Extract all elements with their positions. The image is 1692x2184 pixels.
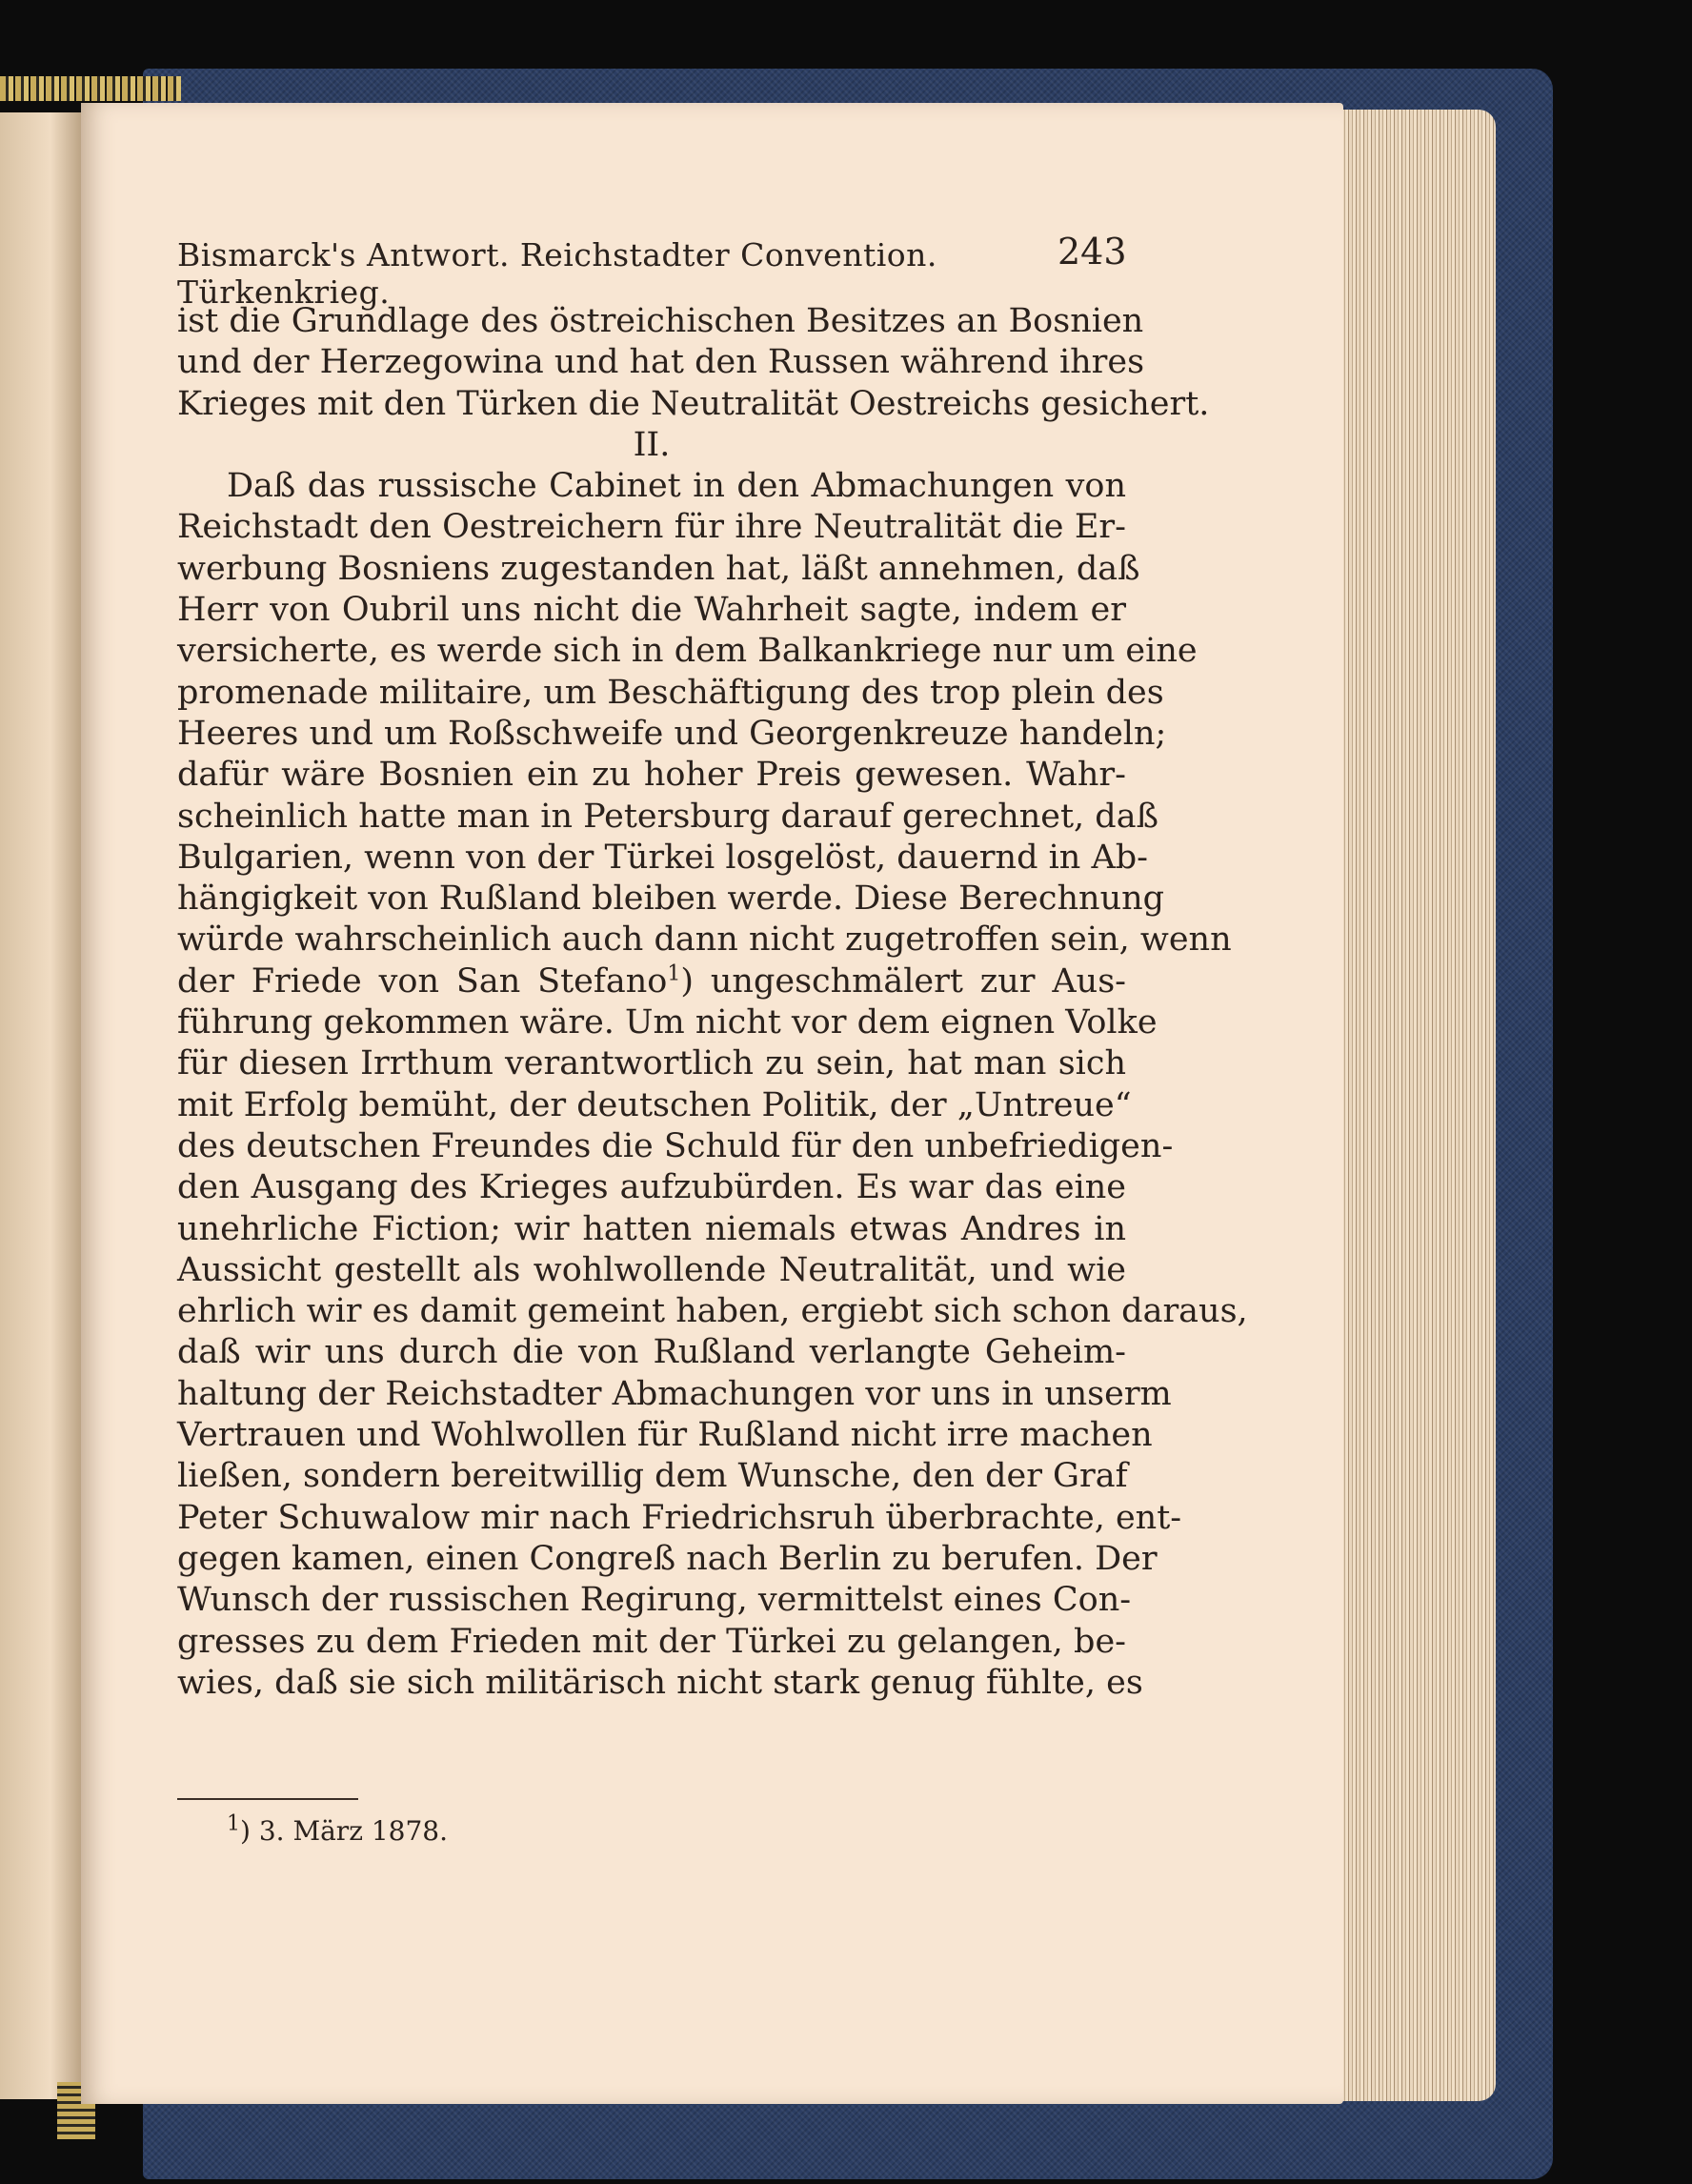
- text-line: Aussicht gestellt als wohlwollende Neutralität, und wie: [177, 1250, 1126, 1289]
- page-number: 243: [1058, 231, 1127, 273]
- text-line: des deutschen Freundes die Schuld für den unbefriedigen-: [177, 1126, 1174, 1165]
- page-body: [177, 301, 1248, 1704]
- text-line: Bulgarien, wenn von der Türkei losgelöst, dauernd in Ab-: [177, 838, 1148, 877]
- page-stack-edge: [1334, 110, 1496, 2101]
- footnote-reference: 1: [667, 961, 681, 986]
- footnote-marker: 1: [227, 1811, 240, 1836]
- text-line: Herr von Oubril uns nicht die Wahrheit sagte, indem er: [177, 591, 1126, 630]
- running-head: Bismarck's Antwort. Reichstadter Convention. Türkenkrieg.: [177, 236, 937, 311]
- text-line: und der Herzegowina und hat den Russen während ihres: [177, 343, 1145, 382]
- left-page-edge: [0, 112, 84, 2099]
- section-heading: II.: [633, 425, 671, 464]
- text-line: dafür wäre Bosnien ein zu hoher Preis gewesen. Wahr-: [177, 756, 1126, 795]
- text-line: Vertrauen und Wohlwollen für Rußland nicht irre machen: [177, 1416, 1153, 1455]
- text-line: daß wir uns durch die von Rußland verlangte Geheim-: [177, 1333, 1126, 1372]
- text-line: würde wahrscheinlich auch dann nicht zugetroffen sein, wenn: [177, 920, 1232, 960]
- text-line: ehrlich wir es damit gemeint haben, ergiebt sich schon daraus,: [177, 1292, 1248, 1331]
- footnote-divider: [177, 1798, 358, 1800]
- text-line: versicherte, es werde sich in dem Balkankriege nur um eine: [177, 632, 1198, 671]
- text-segment: der Friede von San Stefano: [177, 961, 668, 1001]
- left-page-gilt-edge: [0, 76, 181, 101]
- text-line: Krieges mit den Türken die Neutralität Oestreichs gesichert.: [177, 384, 1210, 423]
- text-line: gresses zu dem Frieden mit der Türkei zu gelangen, be-: [177, 1622, 1126, 1661]
- text-line-with-footnote: [177, 961, 1126, 1002]
- text-line: den Ausgang des Krieges aufzubürden. Es war das eine: [177, 1168, 1126, 1207]
- text-line: für diesen Irrthum verantwortlich zu sein, hat man sich: [177, 1044, 1126, 1083]
- text-line: ließen, sondern bereitwillig dem Wunsche, den der Graf: [177, 1457, 1128, 1496]
- text-line: Reichstadt den Oestreichern für ihre Neutralität die Er-: [177, 508, 1126, 547]
- text-line: haltung der Reichstadter Abmachungen vor uns in unserm: [177, 1374, 1172, 1413]
- text-line: mit Erfolg bemüht, der deutschen Politik, der „Untreue“: [177, 1085, 1132, 1124]
- text-line: scheinlich hatte man in Petersburg darauf gerechnet, daß: [177, 797, 1158, 836]
- text-line: hängigkeit von Rußland bleiben werde. Diese Berechnung: [177, 880, 1165, 919]
- text-line: unehrliche Fiction; wir hatten niemals etwas Andres in: [177, 1209, 1126, 1248]
- text-line: Heeres und um Roßschweife und Georgenkreuze handeln;: [177, 714, 1167, 753]
- text-line: promenade militaire, um Beschäftigung des trop plein des: [177, 673, 1164, 712]
- text-line: Peter Schuwalow mir nach Friedrichsruh überbrachte, ent-: [177, 1498, 1182, 1537]
- text-line: führung gekommen wäre. Um nicht vor dem eignen Volke: [177, 1003, 1158, 1042]
- footnote: [227, 1811, 448, 1847]
- text-line: gegen kamen, einen Congreß nach Berlin zu berufen. Der: [177, 1539, 1158, 1578]
- text-line: ist die Grundlage des östreichischen Besitzes an Bosnien: [177, 302, 1144, 340]
- text-line: werbung Bosniens zugestanden hat, läßt annehmen, daß: [177, 549, 1140, 588]
- text-line: Wunsch der russischen Regirung, vermittelst eines Con-: [177, 1581, 1132, 1620]
- text-line: Daß das russische Cabinet in den Abmachungen von: [227, 467, 1126, 506]
- text-line: wies, daß sie sich militärisch nicht stark genug fühlte, es: [177, 1663, 1143, 1702]
- footnote-text: ) 3. März 1878.: [240, 1815, 448, 1847]
- text-segment: ) ungeschmälert zur Aus-: [680, 961, 1126, 1001]
